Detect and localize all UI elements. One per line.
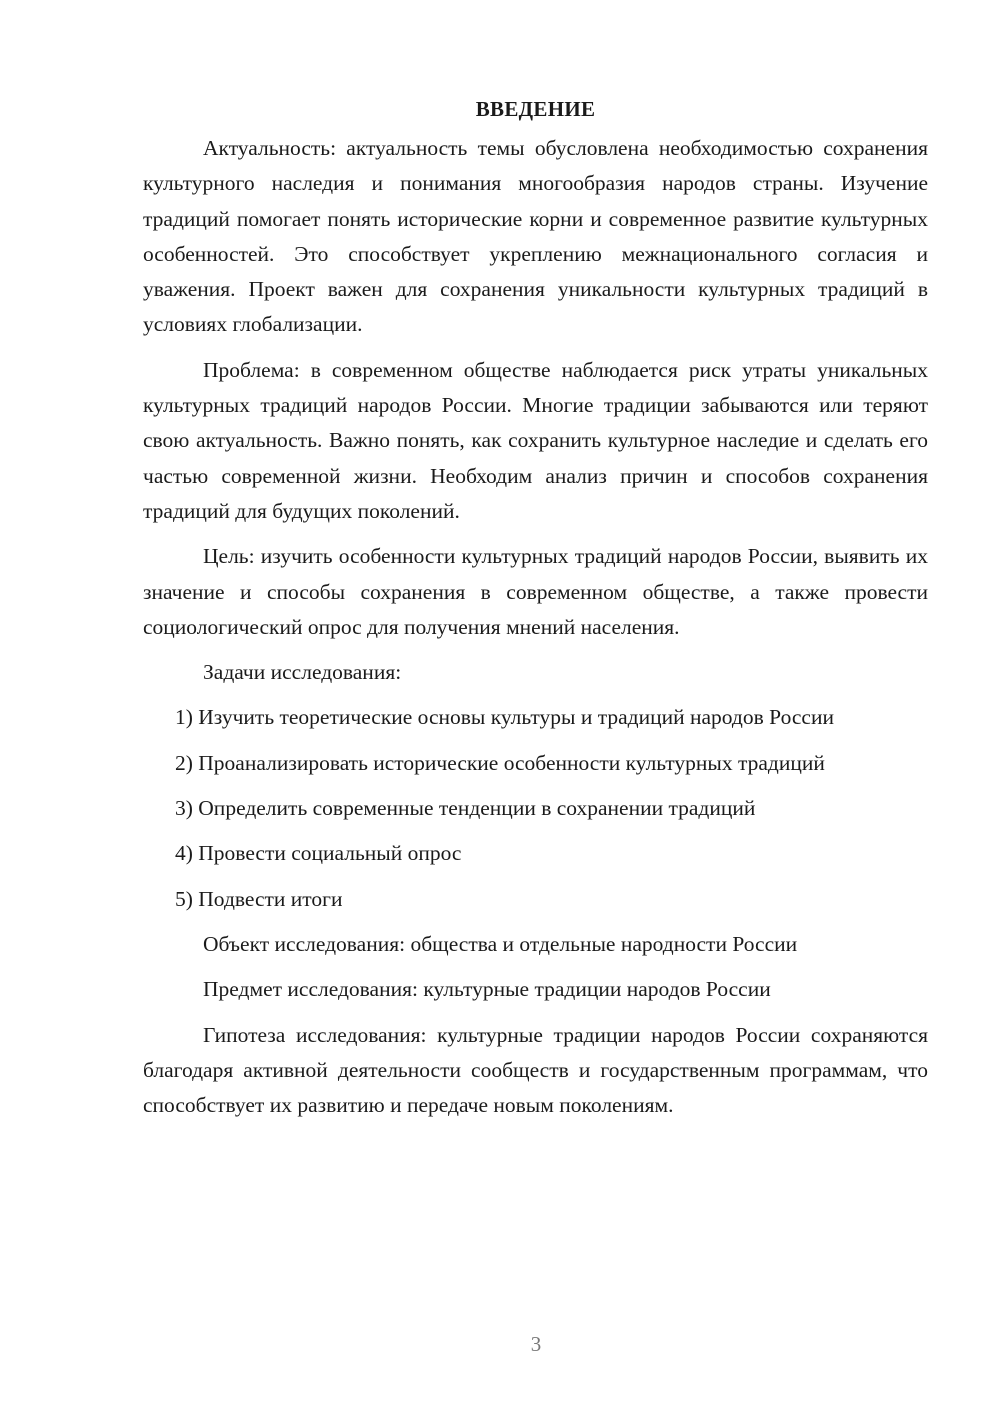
- tasks-heading: Задачи исследования:: [203, 660, 402, 685]
- task-item: 2) Проанализировать исторические особенности культурных традиций: [175, 750, 825, 775]
- subject-paragraph: Предмет исследования: культурные традиции народов России: [203, 977, 771, 1002]
- task-item: 3) Определить современные тенденции в сохранении традиций: [175, 796, 756, 821]
- relevance-paragraph: Актуальность: актуальность темы обусловлена необходимостью сохранения культурного наследия и понимания многообразия народов страны. Изучение традиций помогает понять исторические корни и современное развитие культурных особенностей. Это способствует укреплению межнационального согласия и уважения. Проект важен для сохранения уникальности культурных традиций в условиях глобализации.: [143, 136, 928, 337]
- task-item: 4) Провести социальный опрос: [175, 841, 462, 866]
- task-item: 1) Изучить теоретические основы культуры и традиций народов России: [175, 705, 834, 730]
- page-number: 3: [530, 1332, 542, 1356]
- object-paragraph: Объект исследования: общества и отдельные народности России: [203, 931, 798, 956]
- hypothesis-paragraph: Гипотеза исследования: культурные традиции народов России сохраняются благодаря активной деятельности сообществ и государственным программам, что способствует их развитию и передаче новым поколениям.: [143, 1022, 928, 1118]
- task-item: 5) Подвести итоги: [175, 886, 343, 911]
- goal-paragraph: Цель: изучить особенности культурных традиций народов России, выявить их значение и способы сохранения в современном обществе, а также провести социологический опрос для получения мнений населения.: [143, 544, 928, 639]
- problem-paragraph: Проблема: в современном обществе наблюдается риск утраты уникальных культурных традиций народов России. Многие традиции забываются или теряют свою актуальность. Важно понять, как сохранить культурное наследие и сделать его частью современной жизни. Необходим анализ причин и способов сохранения традиций для будущих поколений.: [143, 357, 928, 523]
- document-page: [143, 92, 928, 1133]
- section-title: ВВЕДЕНИЕ: [475, 97, 596, 121]
